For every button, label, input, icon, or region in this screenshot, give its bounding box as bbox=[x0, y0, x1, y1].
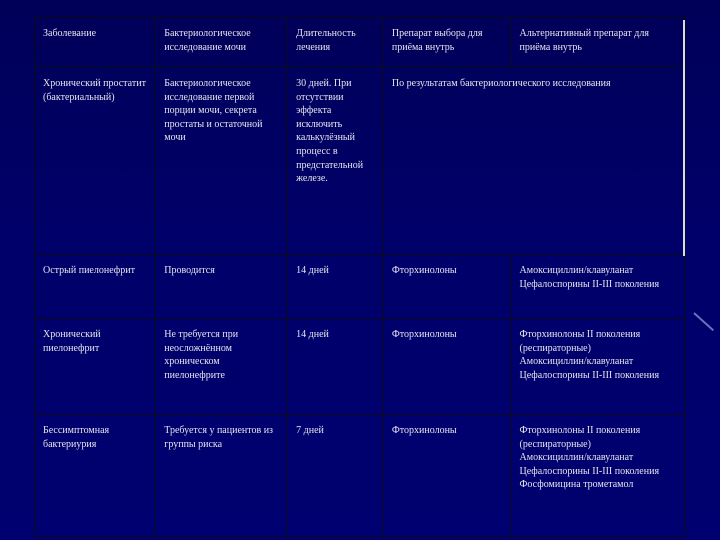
header-cell-drug-alternative: Альтернативный препарат для приёма внутрь bbox=[511, 18, 685, 68]
table-row bbox=[35, 255, 686, 319]
table-row bbox=[35, 415, 686, 537]
cell-disease: Хронический простатит (бактериальный) bbox=[35, 68, 156, 255]
column-border-highlight bbox=[683, 20, 685, 256]
cell-bacteriology: Не требуется при неосложнённом хроническом пиелонефрите bbox=[156, 319, 288, 415]
cell-drug-alternative: Фторхинолоны II поколения (респираторные) Амоксициллин/клавуланат Цефалоспорины II-III поколения Фосфомицина трометамол bbox=[511, 415, 685, 537]
header-cell-drug-choice: Препарат выбора для приёма внутрь bbox=[383, 18, 511, 68]
cell-bacteriology: Бактериологическое исследование первой порции мочи, секрета простаты и остаточной мочи bbox=[156, 68, 288, 255]
cell-drug-alternative: Фторхинолоны II поколения (респираторные) Амоксициллин/клавуланат Цефалоспорины II-III поколения bbox=[511, 319, 685, 415]
treatment-table bbox=[34, 17, 686, 537]
cell-drug-merged: По результатам бактериологического исследования bbox=[383, 68, 685, 255]
cell-bacteriology: Требуется у пациентов из группы риска bbox=[156, 415, 288, 537]
cell-drug-choice: Фторхинолоны bbox=[383, 255, 511, 319]
cell-duration: 14 дней bbox=[288, 255, 384, 319]
header-cell-duration: Длительность лечения bbox=[288, 18, 384, 68]
cell-drug-alternative: Амоксициллин/клавуланат Цефалоспорины II-III поколения bbox=[511, 255, 685, 319]
decorative-diagonal-line bbox=[693, 312, 714, 331]
cell-disease: Хронический пиелонефрит bbox=[35, 319, 156, 415]
table-header-row bbox=[35, 18, 686, 68]
cell-disease: Острый пиелонефрит bbox=[35, 255, 156, 319]
cell-duration: 7 дней bbox=[288, 415, 384, 537]
cell-duration: 14 дней bbox=[288, 319, 384, 415]
cell-disease: Бессимптомная бактериурия bbox=[35, 415, 156, 537]
table-row bbox=[35, 68, 686, 255]
cell-bacteriology: Проводится bbox=[156, 255, 288, 319]
header-cell-disease: Заболевание bbox=[35, 18, 156, 68]
cell-drug-choice: Фторхинолоны bbox=[383, 415, 511, 537]
table-row bbox=[35, 319, 686, 415]
cell-drug-choice: Фторхинолоны bbox=[383, 319, 511, 415]
cell-duration: 30 дней. При отсутствии эффекта исключить калькулёзный процесс в предстательной железе. bbox=[288, 68, 384, 255]
header-cell-bacteriology: Бактериологическое исследование мочи bbox=[156, 18, 288, 68]
